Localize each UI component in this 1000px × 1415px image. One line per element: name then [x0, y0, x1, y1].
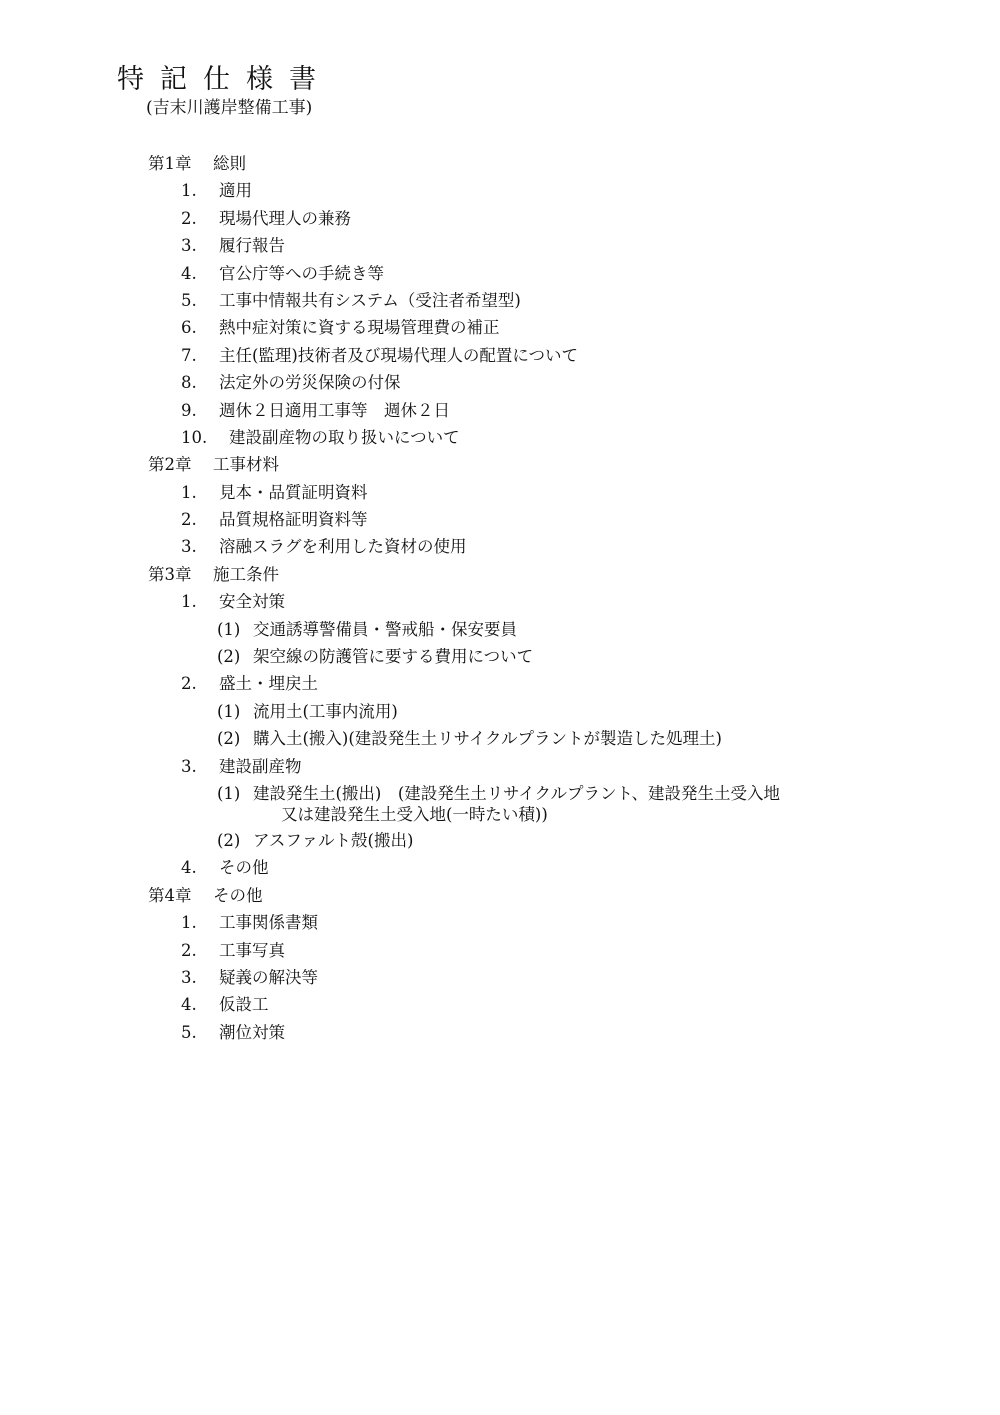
section-item-label-text: 盛土・埋戻土	[219, 674, 318, 694]
subsection-item-number: (2)	[217, 729, 241, 749]
section-item-number: 3.	[181, 967, 197, 987]
section-item-label	[219, 205, 351, 232]
section-item-number: 1.	[181, 181, 197, 201]
chapter-heading	[0, 451, 1000, 478]
subsection-item-number: (1)	[217, 783, 241, 803]
subsection-item-label	[253, 827, 413, 854]
chapter-heading-number: 第1章	[148, 154, 192, 173]
chapter-heading-label	[213, 150, 246, 177]
document-title: 特記仕様書	[117, 64, 332, 95]
section-item-number: 2.	[181, 510, 197, 530]
section-item-label-text: 疑義の解決等	[219, 967, 318, 987]
subsection-item	[0, 780, 1000, 827]
section-item-number: 3.	[181, 537, 197, 557]
section-item-number: 7.	[181, 345, 197, 365]
section-item-number: 10.	[181, 427, 208, 447]
subsection-item	[0, 827, 1000, 854]
section-item	[0, 342, 1000, 369]
section-item-label-text: 主任(監理)技術者及び現場代理人の配置について	[219, 345, 579, 365]
section-item	[0, 397, 1000, 424]
section-item-label-text: 溶融スラグを利用した資材の使用	[219, 537, 467, 557]
section-item-label-text: 適用	[219, 181, 252, 201]
subsection-item	[0, 616, 1000, 643]
section-item-label	[219, 177, 252, 204]
subsection-item-number: (2)	[217, 647, 241, 667]
section-item	[0, 1019, 1000, 1046]
chapter-heading-label-text: 工事材料	[213, 455, 279, 475]
section-item-number: 1.	[181, 482, 197, 502]
section-item-label	[219, 260, 384, 287]
section-item-label	[219, 369, 401, 396]
subsection-item-number: (1)	[217, 619, 241, 639]
chapter-heading-label-text: 総則	[213, 154, 246, 173]
section-item	[0, 506, 1000, 533]
section-item	[0, 991, 1000, 1018]
section-item-number: 1.	[181, 592, 197, 612]
section-item	[0, 369, 1000, 396]
subsection-item-label	[253, 725, 722, 752]
section-item-label	[219, 533, 467, 560]
section-item-label	[219, 909, 318, 936]
subsection-item-label-text: 交通誘導警備員・警戒船・保安要員	[253, 619, 517, 639]
section-item-label	[219, 479, 368, 506]
chapter-heading-label-text: その他	[213, 885, 263, 905]
section-item	[0, 588, 1000, 615]
section-item-number: 9.	[181, 400, 197, 420]
subsection-item-label	[253, 698, 398, 725]
section-item	[0, 854, 1000, 881]
chapter-heading-number: 第4章	[148, 885, 192, 905]
section-item-label	[219, 670, 318, 697]
section-item-number: 5.	[181, 290, 197, 310]
section-item	[0, 937, 1000, 964]
section-item	[0, 260, 1000, 287]
section-item-label-text: 現場代理人の兼務	[219, 208, 351, 228]
section-item-label	[219, 232, 285, 259]
section-item-label	[219, 964, 318, 991]
section-item-number: 2.	[181, 208, 197, 228]
section-item-label-text: 安全対策	[219, 592, 285, 612]
section-item-number: 2.	[181, 674, 197, 694]
section-item-label-text: 品質規格証明資料等	[219, 510, 368, 530]
section-item-label-text: 建設副産物の取り扱いについて	[229, 427, 460, 447]
section-item	[0, 232, 1000, 259]
section-item	[0, 753, 1000, 780]
subsection-item-label-text: 購入土(搬入)(建設発生土リサイクルプラントが製造した処理土)	[253, 729, 722, 749]
section-item-label	[219, 854, 269, 881]
section-item-label	[219, 287, 521, 314]
section-item-number: 2.	[181, 940, 197, 960]
section-item	[0, 909, 1000, 936]
section-item-label-text: 工事中情報共有システム（受注者希望型)	[219, 290, 521, 310]
section-item-label	[219, 753, 302, 780]
section-item-label-text: その他	[219, 858, 269, 878]
section-item-label	[219, 1019, 285, 1046]
section-item-label	[219, 314, 500, 341]
section-item-number: 3.	[181, 236, 197, 256]
section-item-number: 4.	[181, 858, 197, 878]
chapter-heading	[0, 882, 1000, 909]
chapter-heading-label	[213, 882, 263, 909]
subsection-item-number: (2)	[217, 830, 241, 850]
section-item-label-text: 週休２日適用工事等 週休２日	[219, 400, 450, 420]
section-item-label-text: 工事写真	[219, 940, 285, 960]
section-item	[0, 177, 1000, 204]
section-item-label	[219, 991, 269, 1018]
section-item-label	[219, 937, 285, 964]
subsection-item-label-continuation: 又は建設発生土受入地(一時たい積))	[281, 804, 548, 824]
section-item-number: 8.	[181, 373, 197, 393]
section-item-label-text: 建設副産物	[219, 756, 302, 776]
subsection-item-label-text: 建設発生土(搬出) (建設発生土リサイクルプラント、建設発生土受入地	[253, 783, 781, 803]
section-item-label	[229, 424, 460, 451]
subsection-item	[0, 725, 1000, 752]
section-item-number: 3.	[181, 756, 197, 776]
section-item-label-text: 仮設工	[219, 995, 269, 1015]
section-item	[0, 533, 1000, 560]
subsection-item-label	[253, 783, 780, 825]
section-item-label	[219, 588, 285, 615]
section-item	[0, 287, 1000, 314]
section-item-label	[219, 342, 578, 369]
section-item-number: 1.	[181, 913, 197, 933]
subsection-item	[0, 643, 1000, 670]
chapter-heading	[0, 561, 1000, 588]
chapter-heading-number: 第3章	[148, 564, 192, 584]
section-item-label	[219, 397, 450, 424]
section-item-number: 4.	[181, 995, 197, 1015]
section-item	[0, 424, 1000, 451]
section-item-label-text: 履行報告	[219, 236, 285, 256]
subsection-item-label-text: 流用土(工事内流用)	[253, 701, 398, 721]
section-item-label-text: 見本・品質証明資料	[219, 482, 368, 502]
chapter-heading-label	[213, 561, 279, 588]
section-item	[0, 314, 1000, 341]
section-item	[0, 479, 1000, 506]
section-item-label-text: 潮位対策	[219, 1022, 285, 1042]
chapter-heading-label	[213, 451, 279, 478]
chapter-heading	[0, 150, 1000, 177]
subsection-item-label-text: 架空線の防護管に要する費用について	[253, 647, 534, 667]
section-item	[0, 670, 1000, 697]
table-of-contents	[0, 150, 1000, 1046]
section-item-number: 6.	[181, 318, 197, 338]
subsection-item-label	[253, 643, 533, 670]
section-item-number: 5.	[181, 1022, 197, 1042]
section-item-label-text: 官公庁等への手続き等	[219, 263, 384, 283]
chapter-heading-label-text: 施工条件	[213, 564, 279, 584]
chapter-heading-number: 第2章	[148, 455, 192, 475]
section-item-number: 4.	[181, 263, 197, 283]
subsection-item	[0, 698, 1000, 725]
section-item	[0, 205, 1000, 232]
section-item-label	[219, 506, 368, 533]
subsection-item-label-text: アスファルト殻(搬出)	[253, 830, 414, 850]
subsection-item-number: (1)	[217, 701, 241, 721]
document-subtitle: (吉末川護岸整備工事)	[146, 98, 313, 118]
section-item	[0, 964, 1000, 991]
section-item-label-text: 法定外の労災保険の付保	[219, 373, 401, 393]
subsection-item-label	[253, 616, 517, 643]
section-item-label-text: 熱中症対策に資する現場管理費の補正	[219, 318, 500, 338]
section-item-label-text: 工事関係書類	[219, 913, 318, 933]
